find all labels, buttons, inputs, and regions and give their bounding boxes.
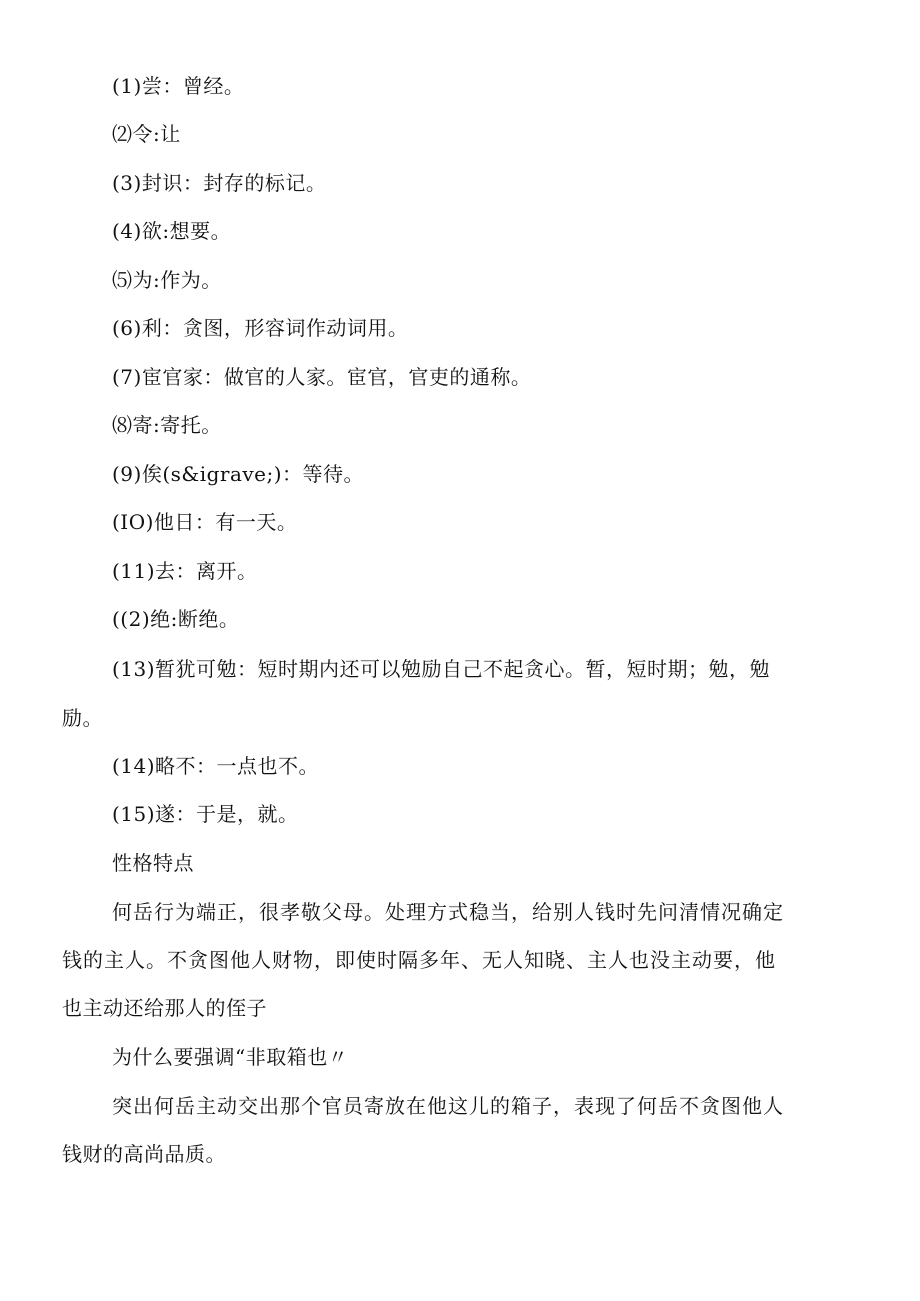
note-13-continuation: 励。 — [62, 706, 103, 730]
note-10: (IO)他日：有一天。 — [112, 510, 298, 534]
answer-line-1: 突出何岳主动交出那个官员寄放在他这儿的箱子，表现了何岳不贪图他人 — [112, 1094, 784, 1118]
note-6: (6)利：贪图，形容词作动词用。 — [112, 316, 409, 340]
note-3: (3)封识：封存的标记。 — [112, 171, 327, 195]
question-heading: 为什么要强调“非取箱也〃 — [112, 1045, 349, 1069]
note-5: ⑸为:作为。 — [112, 268, 222, 292]
note-1: (1)尝：曾经。 — [112, 74, 245, 98]
traits-paragraph-line-1: 何岳行为端正，很孝敬父母。处理方式稳当，给别人钱时先问清情况确定 — [112, 900, 784, 924]
answer-line-2: 钱财的高尚品质。 — [62, 1142, 226, 1166]
note-4: (4)欲:想要。 — [112, 219, 232, 243]
note-8: ⑻寄:寄托。 — [112, 413, 222, 437]
note-9: (9)俟(s&igrave;)：等待。 — [112, 462, 365, 486]
note-2: ⑵令:让 — [112, 122, 181, 146]
note-12: ((2)绝:断绝。 — [112, 607, 240, 631]
note-13: (13)暂犹可勉：短时期内还可以勉励自己不起贪心。暂，短时期；勉，勉 — [112, 657, 771, 681]
note-14: (14)略不：一点也不。 — [112, 754, 320, 778]
note-15: (15)遂：于是，就。 — [112, 802, 299, 826]
traits-heading: 性格特点 — [112, 851, 194, 875]
note-11: (11)去：离开。 — [112, 559, 258, 583]
note-7: (7)宦官家：做官的人家。宦官，官吏的通称。 — [112, 365, 532, 389]
traits-paragraph-line-3: 也主动还给那人的侄子 — [62, 996, 267, 1020]
traits-paragraph-line-2: 钱的主人。不贪图他人财物，即使时隔多年、无人知晓、主人也没主动要，他 — [62, 948, 776, 972]
